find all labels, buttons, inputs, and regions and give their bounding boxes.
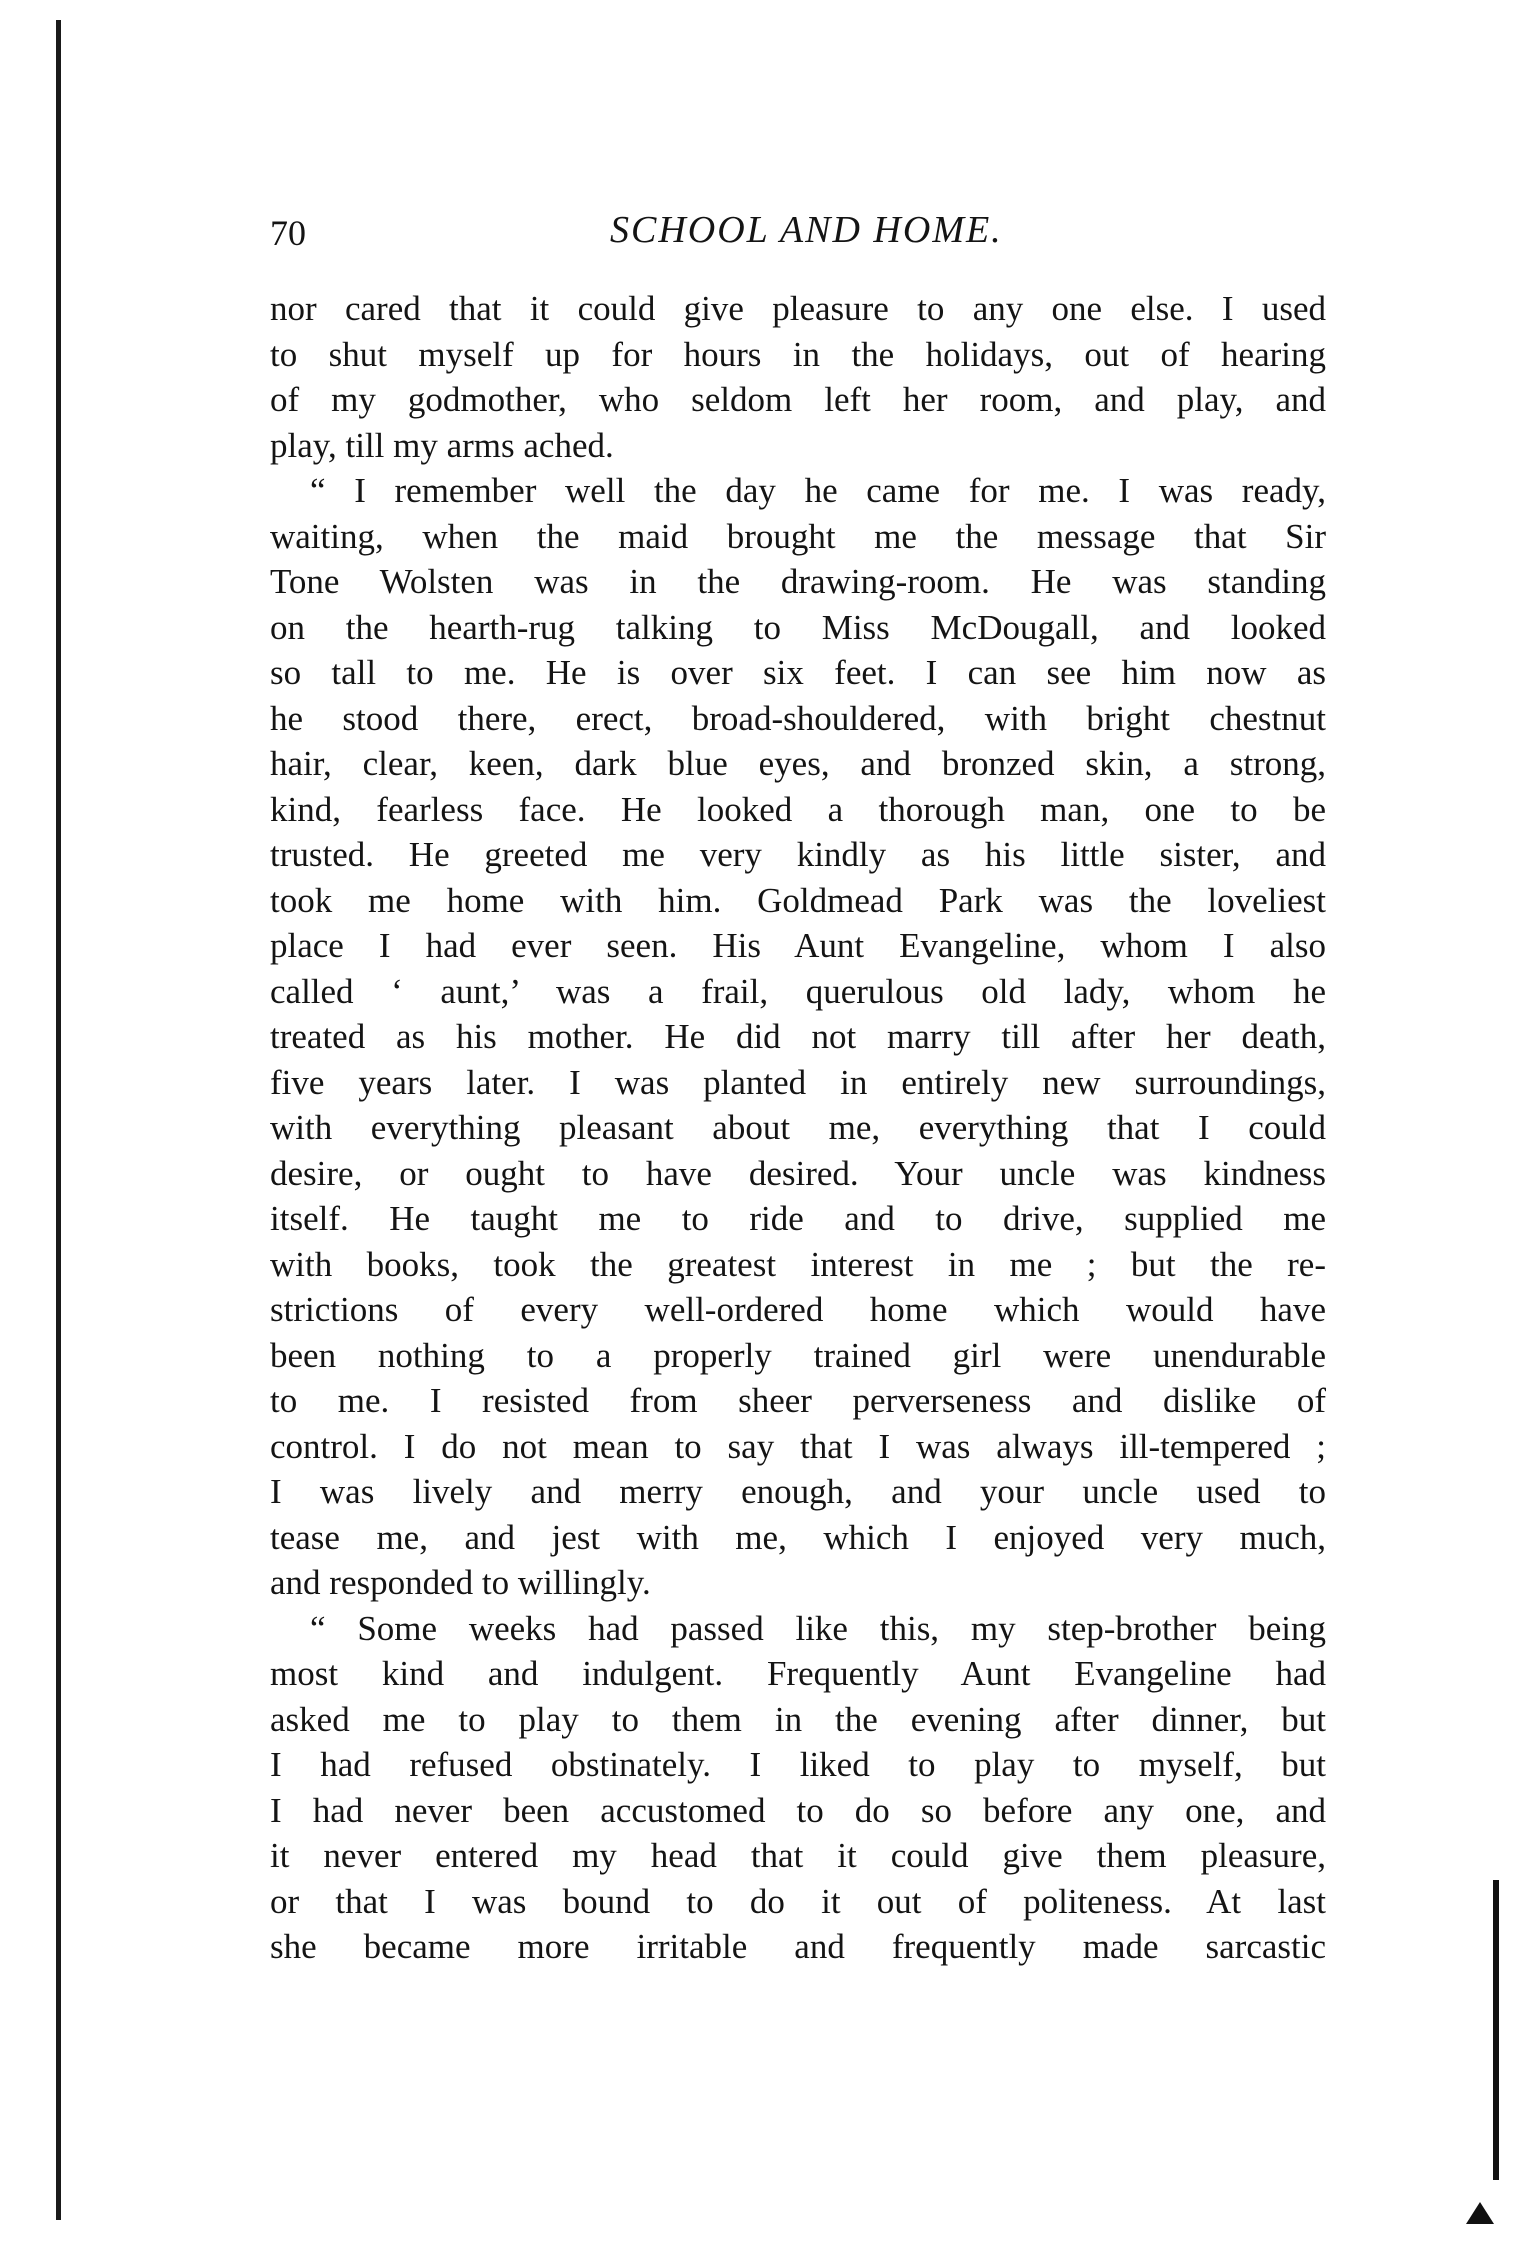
text-line: waiting, when the maid brought me the message that Sir xyxy=(270,516,1326,556)
text-line: it never entered my head that it could give them pleasure, xyxy=(270,1836,1326,1875)
text-line: of my godmother, who seldom left her room, and play, and xyxy=(270,380,1326,419)
page-number: 70 xyxy=(270,213,306,253)
text-line: to shut myself up for hours in the holidays, out of hearing xyxy=(270,334,1326,374)
text-line: most kind and indulgent. Frequently Aunt Evangeline had xyxy=(270,1654,1326,1693)
text-line: kind, fearless face. He looked a thorough man, one to be xyxy=(270,789,1326,829)
text-line: I was lively and merry enough, and your uncle used to xyxy=(270,1472,1326,1511)
text-line: play, till my arms ached. xyxy=(270,425,614,465)
text-line: I had refused obstinately. I liked to play to myself, but xyxy=(270,1745,1326,1784)
text-line: took me home with him. Goldmead Park was the loveliest xyxy=(270,880,1326,920)
text-line: he stood there, erect, broad-shouldered, with bright chestnut xyxy=(270,698,1326,738)
text-line: trusted. He greeted me very kindly as his little sister, and xyxy=(270,835,1326,874)
text-line: “ Some weeks had passed like this, my step-brother being xyxy=(310,1608,1326,1648)
text-line: treated as his mother. He did not marry till after her death, xyxy=(270,1017,1326,1056)
text-line: and responded to willingly. xyxy=(270,1563,651,1602)
text-line: or that I was bound to do it out of politeness. At last xyxy=(270,1881,1326,1921)
text-line: nor cared that it could give pleasure to any one else. I used xyxy=(270,289,1326,328)
text-line: hair, clear, keen, dark blue eyes, and bronzed skin, a strong, xyxy=(270,744,1326,783)
text-line: place I had ever seen. His Aunt Evangeline, whom I also xyxy=(270,926,1326,965)
text-line: control. I do not mean to say that I was always ill-tempered ; xyxy=(270,1426,1326,1466)
text-line: itself. He taught me to ride and to drive, supplied me xyxy=(270,1199,1326,1238)
text-line: with everything pleasant about me, everything that I could xyxy=(270,1108,1326,1147)
text-line: she became more irritable and frequently made sarcastic xyxy=(270,1927,1326,1966)
text-line: I had never been accustomed to do so before any one, and xyxy=(270,1790,1326,1830)
text-line: on the hearth-rug talking to Miss McDougall, and looked xyxy=(270,607,1326,647)
text-line: so tall to me. He is over six feet. I can see him now as xyxy=(270,653,1326,692)
text-line: with books, took the greatest interest in me ; but the re- xyxy=(270,1244,1326,1284)
scan-corner-mark xyxy=(1466,2202,1494,2224)
text-line: tease me, and jest with me, which I enjoyed very much, xyxy=(270,1517,1326,1557)
scan-edge-mark xyxy=(1493,1880,1499,2180)
body-text xyxy=(270,286,1326,1970)
text-line: been nothing to a properly trained girl were unendurable xyxy=(270,1335,1326,1375)
text-line: called ‘ aunt,’ was a frail, querulous old lady, whom he xyxy=(270,971,1326,1011)
running-head xyxy=(270,208,1326,268)
scan-binding-edge xyxy=(56,20,61,2220)
running-title: SCHOOL AND HOME. xyxy=(610,209,1003,251)
text-line: desire, or ought to have desired. Your uncle was kindness xyxy=(270,1153,1326,1193)
text-line: to me. I resisted from sheer perverseness and dislike of xyxy=(270,1381,1326,1420)
text-line: asked me to play to them in the evening after dinner, but xyxy=(270,1699,1326,1739)
text-line: five years later. I was planted in entirely new surroundings, xyxy=(270,1062,1326,1102)
text-line: Tone Wolsten was in the drawing-room. He was standing xyxy=(270,562,1326,601)
text-line: “ I remember well the day he came for me. I was ready, xyxy=(310,471,1326,510)
text-line: strictions of every well-ordered home which would have xyxy=(270,1290,1326,1329)
